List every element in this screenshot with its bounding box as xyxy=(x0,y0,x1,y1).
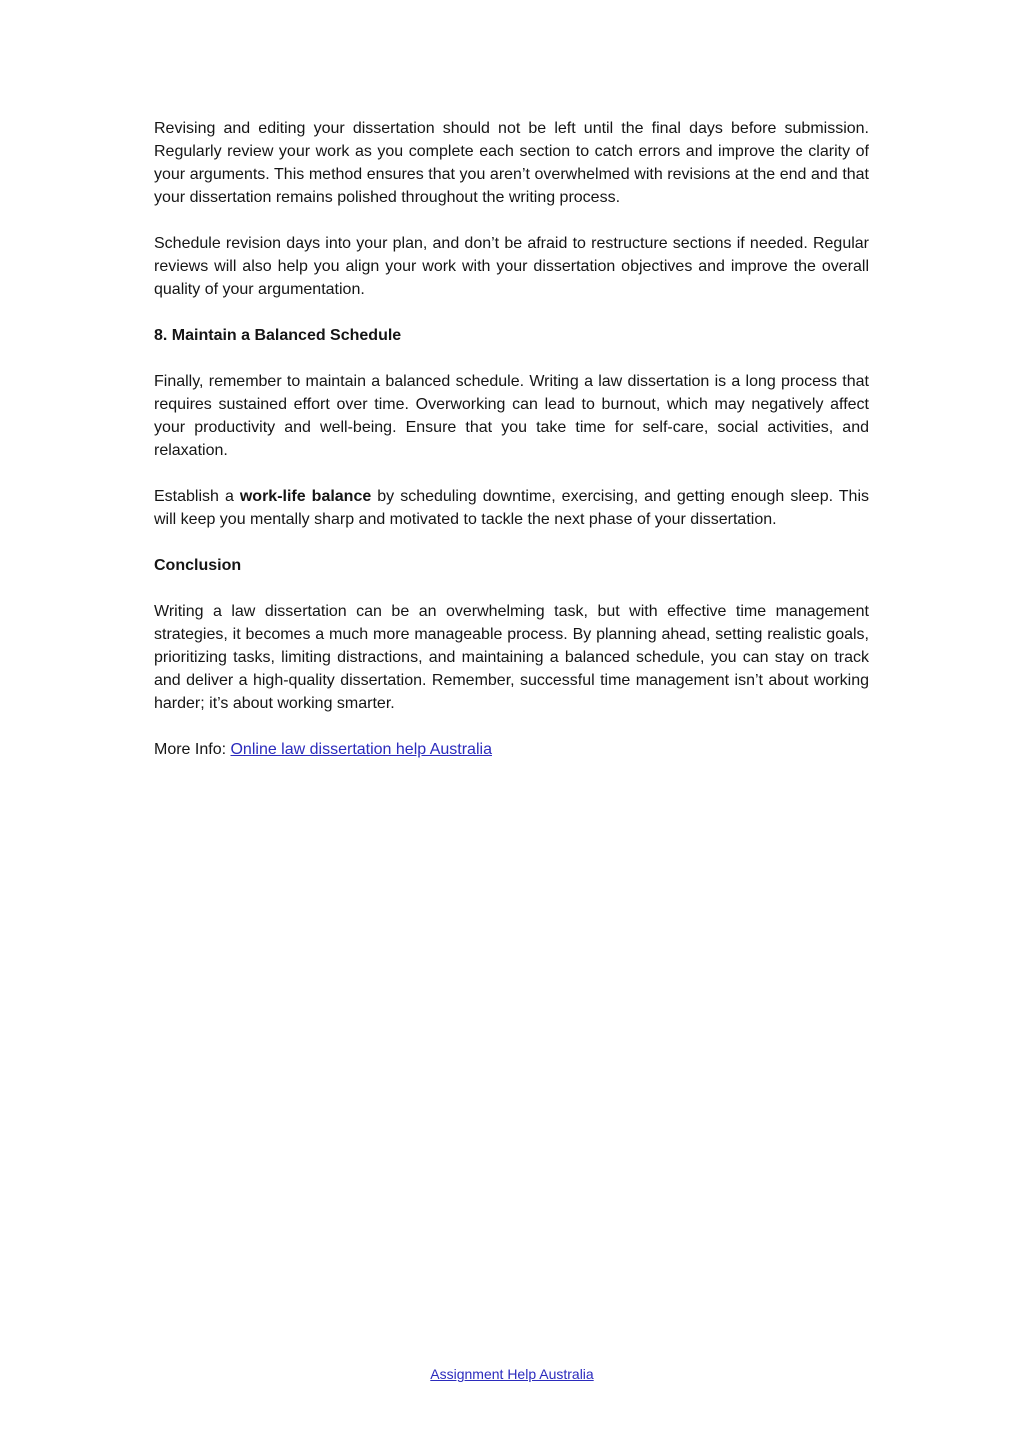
heading-conclusion: Conclusion xyxy=(154,557,242,574)
paragraph-revising-editing: Revising and editing your dissertation should not be left until the final days before submission. Regularly review your work as you complete each section to catch errors and improve the clarity of your arguments. This method ensures that you aren’t overwhelmed with revisions at the end and that your dissertation remains polished throughout the writing process. xyxy=(154,120,869,206)
more-info-label: More Info: xyxy=(154,741,231,758)
footer-link[interactable]: Assignment Help Australia xyxy=(430,1366,594,1382)
text-run-establish-prefix: Establish a xyxy=(154,488,240,505)
more-info-line xyxy=(154,738,869,761)
document-content xyxy=(154,0,869,784)
page-footer xyxy=(0,1364,1024,1384)
heading-balanced-schedule: 8. Maintain a Balanced Schedule xyxy=(154,327,402,344)
bold-text-work-life-balance: work-life balance xyxy=(239,488,372,505)
paragraph-conclusion: Writing a law dissertation can be an overwhelming task, but with effective time management strategies, it becomes a much more manageable process. By planning ahead, setting realistic goals, prioritizing tasks, limiting distractions, and maintaining a balanced schedule, you can stay on track and deliver a high-quality dissertation. Remember, successful time management isn’t about working harder; it’s about working smarter. xyxy=(154,603,869,712)
more-info-link[interactable]: Online law dissertation help Australia xyxy=(230,741,492,758)
paragraph-finally-balanced: Finally, remember to maintain a balanced schedule. Writing a law dissertation is a long process that requires sustained effort over time. Overworking can lead to burnout, which may negatively affect your productivity and well-being. Ensure that you take time for self-care, social activities, and relaxation. xyxy=(154,373,869,459)
paragraph-work-life-balance xyxy=(154,485,869,531)
paragraph-schedule-revision: Schedule revision days into your plan, and don’t be afraid to restructure sections if needed. Regular reviews will also help you align your work with your dissertation objectives and improve the overall quality of your argumentation. xyxy=(154,235,869,298)
text-run-establish-suffix: by scheduling downtime, exercising, and getting enough sleep. This will keep you mentally sharp and motivated to tackle the next phase of your dissertation. xyxy=(154,488,869,528)
